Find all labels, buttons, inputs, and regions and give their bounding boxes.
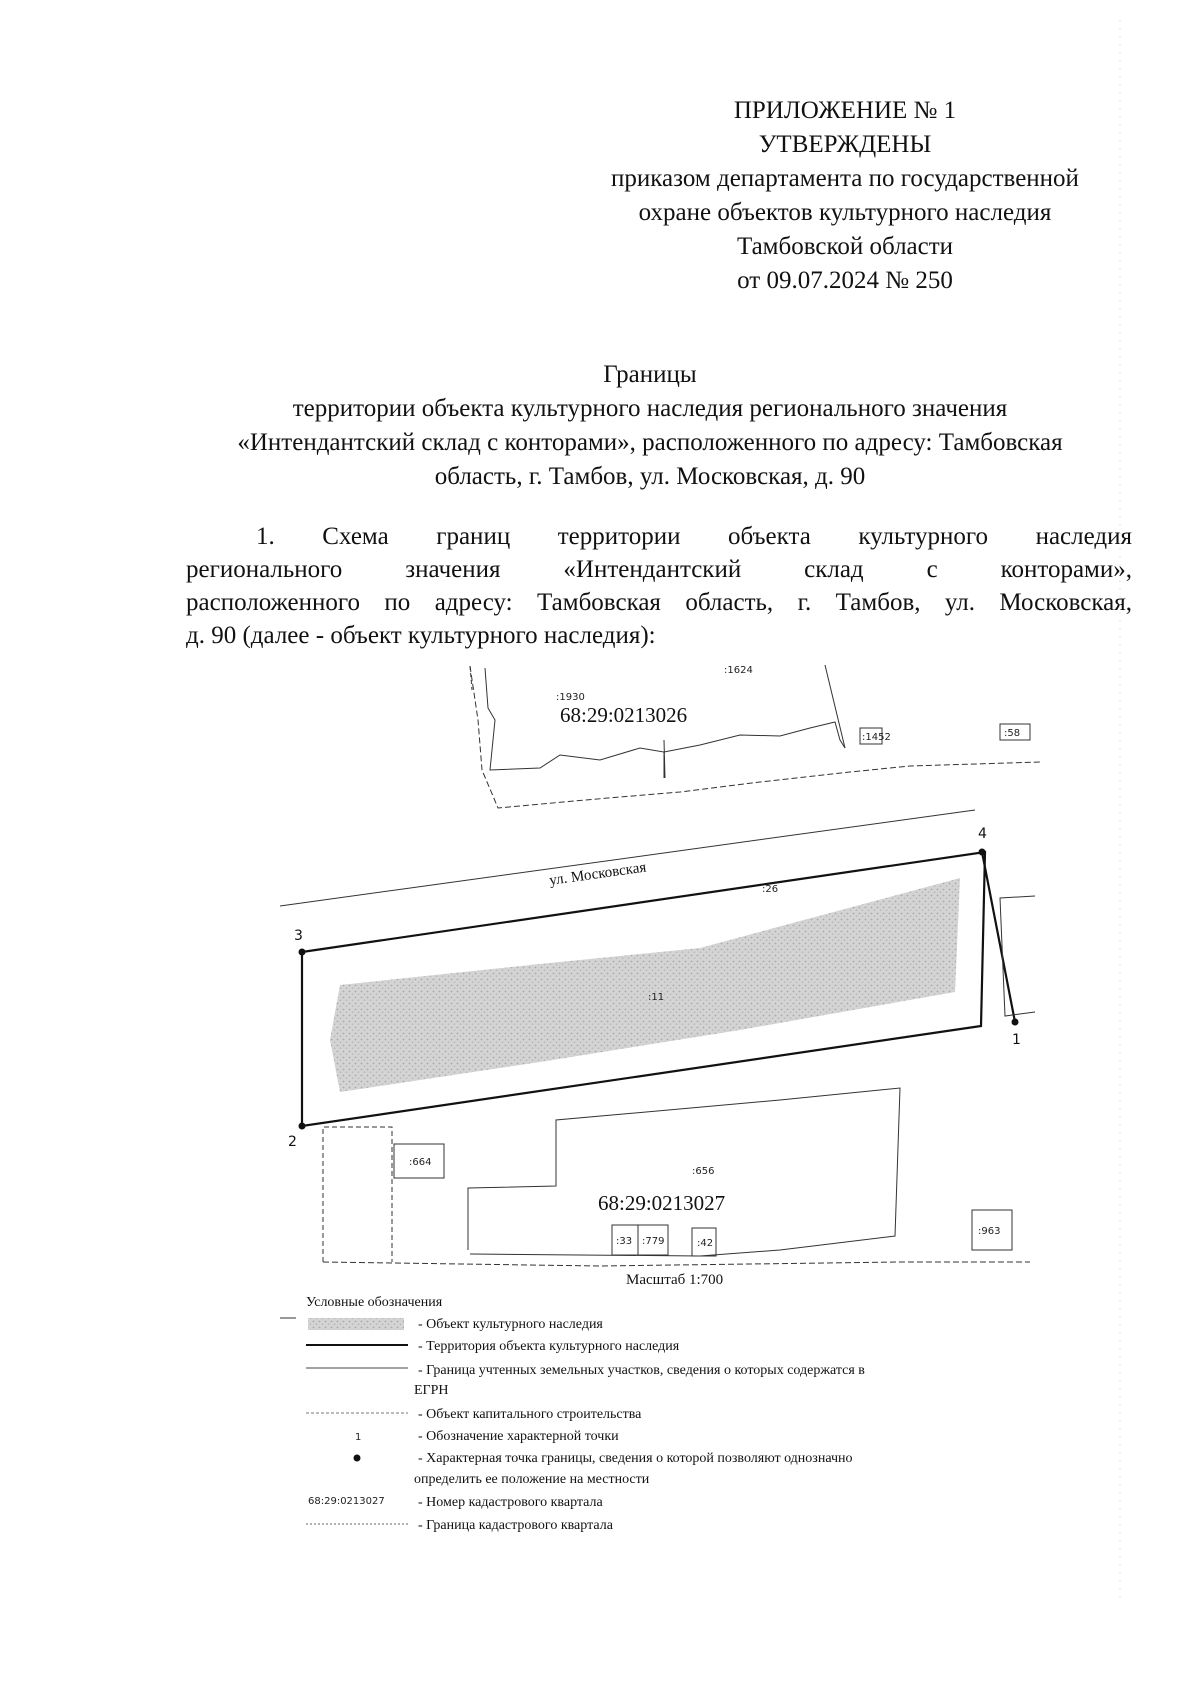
legend	[280, 1295, 865, 1533]
parcel-label-656: :656	[692, 1166, 715, 1177]
order-line-3: Тамбовской области	[736, 233, 954, 260]
point-label-2: 2	[288, 1134, 297, 1150]
order-line-1: приказом департамента по государственной	[611, 165, 1079, 192]
legend-item-5: - Обозначение характерной точки	[418, 1429, 619, 1444]
legend-item-3: - Граница учтенных земельных участков, сведения о которых содержатся в	[418, 1363, 865, 1378]
quarter-number-bottom: 68:29:0213027	[598, 1191, 726, 1215]
legend-item-3-cont: ЕГРН	[414, 1383, 449, 1398]
legend-item-8: - Граница кадастрового квартала	[418, 1518, 613, 1533]
heritage-object-area	[330, 878, 960, 1092]
title-line-4: область, г. Тамбов, ул. Московская, д. 90	[434, 463, 866, 490]
legend-symbol-heritage-object	[308, 1318, 404, 1330]
parcel-label-779: :779	[642, 1236, 665, 1247]
approved-label: УТВЕРЖДЕНЫ	[758, 131, 932, 158]
legend-symbol-quarter-number: 68:29:0213027	[308, 1496, 385, 1507]
title-line-2: территории объекта культурного наследия регионального значения	[292, 395, 1008, 422]
map-scale: Масштаб 1:700	[626, 1272, 724, 1288]
boundary-point-2	[299, 1123, 306, 1130]
bottom-quarter-parcels	[323, 1088, 1030, 1266]
boundary-point-3	[299, 949, 306, 956]
legend-heading: Условные обозначения	[306, 1295, 443, 1310]
order-line-2: охране объектов культурного наследия	[638, 199, 1052, 226]
top-quarter-parcels	[470, 665, 1040, 808]
paragraph-line-2: регионального значения «Интендантский склад с конторами»,	[186, 556, 1132, 583]
parcel-label-33: :33	[616, 1236, 633, 1247]
point-label-1: 1	[1012, 1032, 1021, 1048]
legend-item-6: - Характерная точка границы, сведения о которой позволяют однозначно	[418, 1451, 853, 1466]
parcel-label-664: :664	[409, 1157, 432, 1168]
parcel-label-1930: :1930	[556, 692, 585, 703]
point-label-3: 3	[294, 928, 303, 944]
parcel-label-11: :11	[648, 992, 665, 1003]
legend-item-4: - Объект капитального строительства	[418, 1407, 642, 1422]
legend-item-1: - Объект культурного наследия	[418, 1317, 603, 1332]
parcel-label-963: :963	[978, 1226, 1001, 1237]
right-parcel	[1000, 896, 1035, 1016]
order-date: от 09.07.2024 № 250	[737, 267, 953, 294]
legend-symbol-boundary-point	[354, 1455, 361, 1462]
appendix-number: ПРИЛОЖЕНИЕ № 1	[733, 97, 957, 124]
title-line-1: Границы	[603, 361, 697, 388]
point-label-4: 4	[978, 826, 987, 842]
legend-item-6-cont: определить ее положение на местности	[414, 1472, 650, 1487]
parcel-label-26: :26	[762, 884, 779, 895]
legend-symbol-point-label: 1	[355, 1432, 362, 1443]
parcel-label-58: :58	[1004, 728, 1021, 739]
street-edge	[280, 810, 975, 906]
paragraph-line-3: расположенного по адресу: Тамбовская область, г. Тамбов, ул. Московская,	[186, 589, 1132, 616]
parcel-label-42: :42	[697, 1238, 714, 1249]
parcel-label-1624: :1624	[724, 665, 753, 676]
legend-item-2: - Территория объекта культурного наследия	[418, 1339, 680, 1354]
paragraph-line-1: 1. Схема границ территории объекта культурного наследия	[256, 523, 1132, 550]
parcel-label-1452: :1452	[862, 732, 891, 743]
paragraph-line-4: д. 90 (далее - объект культурного наследия):	[186, 622, 656, 649]
street-name: ул. Московская	[548, 859, 648, 889]
legend-item-7: - Номер кадастрового квартала	[418, 1495, 603, 1510]
title-line-3: «Интендантский склад с конторами», расположенного по адресу: Тамбовская	[237, 429, 1063, 456]
quarter-number-top: 68:29:0213026	[560, 703, 688, 727]
